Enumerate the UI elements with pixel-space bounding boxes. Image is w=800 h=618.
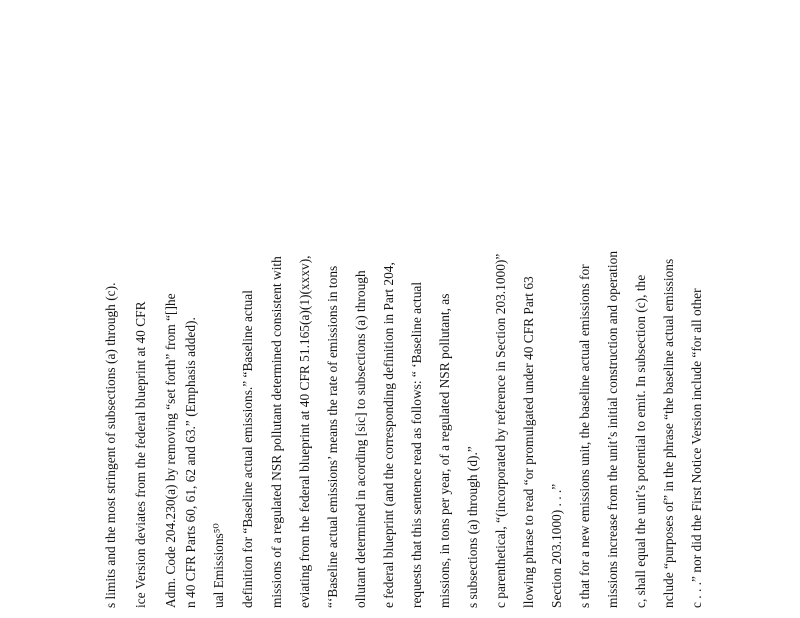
document-line: n 40 CFR Parts 60, 61, 62 and 63.” (Emphasis added). [183,317,198,608]
document-line: s limits and the most stringent of subsections (a) through (c). [103,282,118,608]
document-line: s that for a new emissions unit, the baseline actual emissions for [577,264,592,608]
document-line: ice Version deviates from the federal blueprint at 40 CFR [133,301,148,608]
document-line: c parenthetical, “(incorporated by reference in Section 203.1000)” [493,253,508,608]
document-line: “‘Baseline actual emissions’ means the rate of emissions in tons [325,265,340,608]
document-line: nclude “purposes of” in the phrase “the baseline actual emissions [661,258,676,608]
document-line: missions of a regulated NSR pollutant determined consistent with [269,256,284,608]
document-line: missions increase from the unit’s initial construction and operation [605,250,620,608]
document-line: requests that this sentence read as follows: “ ‘Baseline actual [409,281,424,608]
document-line: e federal blueprint (and the corresponding definition in Part 204, [381,262,396,608]
document-line: c . . .” nor did the First Notice Version include “for all other [689,288,704,608]
document-line: llowing phrase to read “or promulgated under 40 CFR Part 63 [521,276,536,608]
document-line: c, shall equal the unit’s potential to emit. In subsection (c), the [633,274,648,608]
document-line: eviating from the federal blueprint at 40 CFR 51.165(a)(1)(xxxv), [297,255,312,608]
document-line: Adm. Code 204.230(a) by removing “set forth” from “[]he [163,293,178,608]
document-line: definition for “Baseline actual emissions.” “Baseline actual [240,290,255,608]
document-line: s subsections (a) through (d).” [465,446,480,608]
document-line: ual Emissions⁵⁰ [211,523,226,608]
document-line: missions, in tons per year, of a regulated NSR pollutant, as [437,293,452,608]
document-line: ollutant determined in acording [sic] to subsections (a) through [353,270,368,608]
document-line: Section 203.1000) . . .” [549,483,564,608]
